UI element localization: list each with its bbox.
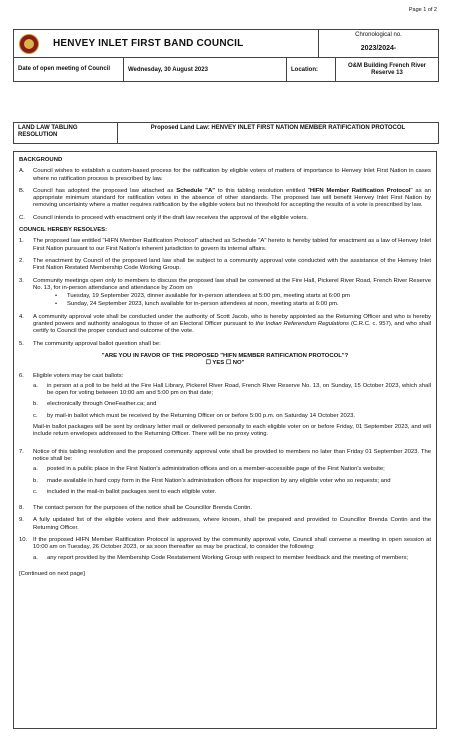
chronological-label: Chronological no. xyxy=(355,32,402,38)
sub-item: c. included in the mail-in ballot packages sent to each eligible voter. xyxy=(33,488,217,495)
item-text: Council has adopted the proposed law attached as Schedule "A" to this tabling resolution entitled "HIFN Member Ratification Protocol" as an appropriate minimum standard for ratification votes in the absence of other standards. The proposed law will benefit Henvey Inlet First Nation by removing uncertainty where a matter requires ratification by the eligible voters but no threshold for accepting the results of a vote is prescribed by law. xyxy=(33,187,431,209)
resolution-subject: Proposed Land Law: HENVEY INLET FIRST NATION MEMBER RATIFICATION PROTOCOL xyxy=(150,125,406,131)
sub-item: b. made available in hard copy form in the First Nation's administration offices for inspection by any eligible voter who so requests; and xyxy=(33,477,391,484)
location: O&M Building French River Reserve 13 xyxy=(347,62,426,76)
sub-item: c. by mail-in ballot which must be received by the Returning Officer on or before 5:00 p.m. on Saturday 14 October 2023. xyxy=(33,412,356,419)
resolution-item: 4. A community approval vote shall be conducted under the authority of Scott Jacob, who is hereby appointed as the Returning Officer and who is hereby granted powers and authority analogous to those of an Electoral Officer pursuant to the Indian Referendum Regulations (C.R.C. c. 957), and who shall certify to Council the proper conduct and outcome of the vote. xyxy=(19,313,431,335)
header-table xyxy=(13,29,439,82)
sub-item: a. in person at a poll to be held at the Fire Hall Library, Pickerel River Road, French River Reserve No. 13, on Sunday, 15 October 2023, which shall be open for voting between 10:00 am and 5:00 pm on that date; xyxy=(33,382,431,397)
resolution-item: 3. Community meetings open only to members to discuss the proposed law shall be convened at the Fire Hall, Pickerel River Road, French River Reserve No. 13, for in-person attendance and attendance by Zoom on • Tuesday, 19 September 2023, dinner available for in-person attendees at 5:00 pm, meeting starts at 6:00 pm • Sunday, 24 September 2023, lunch available for in-person attendees at noon, meeting starts at 6:00 pm. xyxy=(19,277,431,308)
ballot-question: "ARE YOU IN FAVOR OF THE PROPOSED "HIFN MEMBER RATIFICATION PROTOCOL"? ☐ YES ☐ NO" xyxy=(19,353,431,368)
continued-note: [Continued on next page] xyxy=(19,570,85,577)
mail-in-paragraph: Mail-in ballot packages will be sent by ordinary letter mail or delivered personally to each eligible voter on or before Friday, 01 September 2023, and will include return envelopes addressed to the Returning Officer. There will be no proxy voting. xyxy=(33,424,431,438)
background-heading: BACKGROUND xyxy=(19,157,63,163)
item-text: Council wishes to establish a custom-based process for the ratification by eligible voters of matters of importance to Henvey Inlet First Nation in cases where no ratification process is prescribed by law. xyxy=(33,168,431,182)
meeting-date: Wednesday, 30 August 2023 xyxy=(124,58,287,81)
resolution-type: LAND LAW TABLING RESOLUTION xyxy=(14,123,118,143)
location-label: Location: xyxy=(287,58,336,81)
sub-item: b. electronically through OneFeather.ca; and xyxy=(33,401,157,408)
background-item xyxy=(19,215,431,222)
sub-item: a. any report provided by the Membership Code Restatement Working Group with respect to member feedback and the meeting of members; xyxy=(33,554,409,561)
bullet-item: • Sunday, 24 September 2023, lunch available for in-person attendees at noon, meeting starts at 6:00 pm. xyxy=(55,301,339,308)
council-seal-icon xyxy=(19,34,39,54)
background-item xyxy=(19,168,431,183)
page-number: Page 1 of 2 xyxy=(408,7,437,13)
resolves-heading: COUNCIL HEREBY RESOLVES: xyxy=(19,227,108,234)
resolution-item: 5. The community approval ballot question shall be: xyxy=(19,340,161,347)
ballot-options: ☐ YES ☐ NO" xyxy=(205,360,245,367)
sub-item: a. posted in a public place in the First Nation's administration offices and on a member-accessible page of the First Nation's website; xyxy=(33,466,385,473)
background-item xyxy=(19,188,431,210)
meeting-date-label: Date of open meeting of Council xyxy=(14,58,124,81)
resolution-body xyxy=(13,151,437,729)
resolution-header xyxy=(13,122,439,144)
resolution-item: 1. The proposed law entitled "HIFN Member Ratification Protocol" attached as Schedule "A" hereto is hereby tabled for enactment as a law of Henvey Inlet First Nation pursuant to our First Nation's inherent jurisdiction to govern its internal affairs. xyxy=(19,238,431,252)
council-name: HENVEY INLET FIRST BAND COUNCIL xyxy=(53,38,244,49)
chronological-number: 2023/2024- xyxy=(360,45,397,52)
resolution-item: 8. The contact person for the purposes of the notice shall be Councillor Brenda Contin. xyxy=(19,505,253,512)
resolution-item: 6. Eligible voters may be cast ballots: a. in person at a poll to be held at the Fire Hall Library, Pickerel River Road, French River Reserve No. 13, on Sunday, 15 October 2023, which shall be open for voting between 10:00 am and 5:00 pm on that date; b. electronically through OneFeather.ca; and c. by mail-in ballot which must be received by the Returning Officer on or before 5:00 p.m. on Saturday 14 October 2023. Mail-in ballot packages will be sent by ordinary letter mail or delivered personally to each eligible voter on or before Friday, 01 September 2023, and will include return envelopes addressed to the Returning Officer. There will be no proxy voting. xyxy=(19,372,431,438)
item-text: Council intends to proceed with enactment only if the draft law receives the approval of the eligible voters. xyxy=(33,214,309,221)
item-marker: C. xyxy=(19,214,25,221)
resolution-item: 7. Notice of this tabling resolution and the proposed community approval vote shall be provided to members no later than Friday 01 September 2023. The notice shall be: a. posted in a public place in the First Nation's administration offices and on a member-accessible page of the First Nation's website; b. made available in hard copy form in the First Nation's administration offices for inspection by any eligible voter who so requests; and c. included in the mail-in ballot packages sent to each eligible voter. xyxy=(19,448,431,495)
bullet-item: • Tuesday, 19 September 2023, dinner available for in-person attendees at 5:00 pm, meeting starts at 6:00 pm xyxy=(55,293,350,300)
item-marker: A. xyxy=(19,168,25,175)
resolution-item: 10. If the proposed HIFN Member Ratification Protocol is approved by the community approval vote, Council shall convene a meeting in open session at 10:00 am on Tuesday, 26 October 2023, or as soon thereafter as may be practical, to consider the following: a. any report provided by the Membership Code Restatement Working Group with respect to member feedback and the meeting of members; xyxy=(19,536,431,561)
item-marker: B. xyxy=(19,187,25,194)
resolution-item: 2. The enactment by Council of the proposed land law shall be subject to a community approval vote conducted with the assistance of the Henvey Inlet First Nation Restated Membership Code Working Group. xyxy=(19,257,431,272)
resolution-item: 9. A fully updated list of the eligible voters and their addresses, where known, shall be prepared and provided to Councillor Brenda Contin and the Returning Officer. xyxy=(19,517,431,531)
